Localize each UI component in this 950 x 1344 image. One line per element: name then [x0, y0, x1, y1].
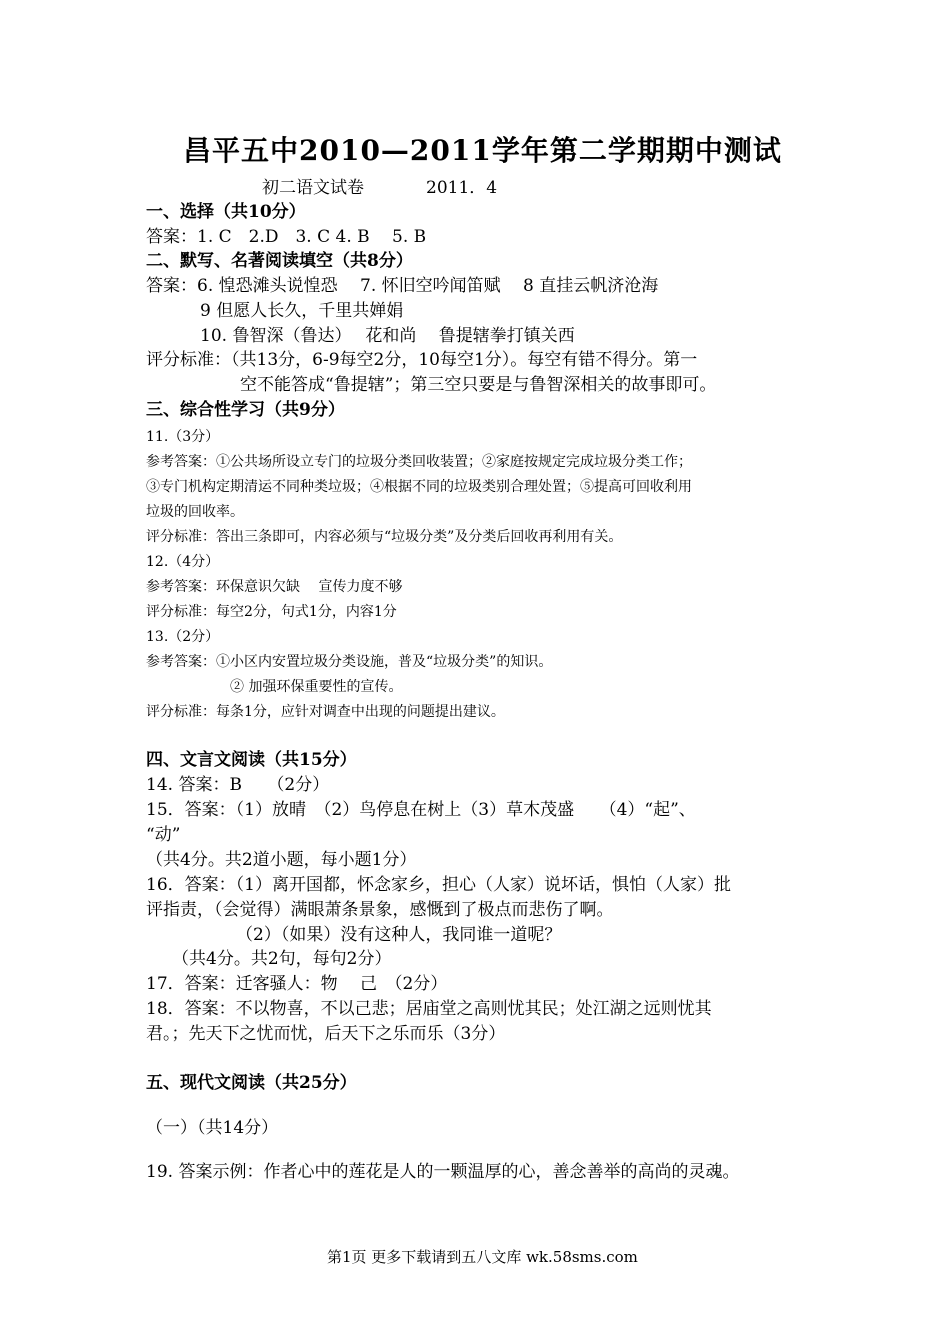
section-2-line-3: 10. 鲁智深（鲁达） 花和尚 鲁提辖拳打镇关西 [200, 326, 575, 346]
paper-subtitle: 初二语文试卷 [262, 178, 364, 198]
question-16-line-3: （2）（如果）没有这种人，我同谁一道呢？ [236, 925, 562, 945]
section-5-part-1: （一）（共14分） [146, 1118, 279, 1138]
scoring-13: 评分标准：每条1分，应针对调查中出现的问题提出建议。 [146, 704, 505, 720]
section-2-heading: 二、默写、名著阅读填空（共8分） [146, 251, 413, 271]
answer-11-line-2: ③专门机构定期清运不同种类垃圾；④根据不同的垃圾类别合理处置；⑤提高可回收利用 [146, 479, 692, 495]
scoring-12: 评分标准：每空2分，句式1分，内容1分 [146, 604, 397, 620]
question-14: 14. 答案：B （2分） [146, 775, 330, 795]
question-13: 13.（2分） [146, 629, 220, 645]
scoring-11: 评分标准：答出三条即可，内容必须与“垃圾分类”及分类后回收再利用有关。 [146, 529, 623, 545]
answer-11-line-1: 参考答案：①公共场所设立专门的垃圾分类回收装置；②家庭按规定完成垃圾分类工作； [146, 454, 692, 470]
answer-13-line-2: ② 加强环保重要性的宣传。 [230, 679, 403, 695]
section-3-heading: 三、综合性学习（共9分） [146, 400, 345, 420]
question-15-line-1: 15．答案：（1）放晴 （2）鸟停息在树上（3）草木茂盛 （4）“起”、 [146, 800, 696, 820]
section-2-line-2: 9 但愿人长久，千里共婵娟 [200, 301, 404, 321]
question-11: 11.（3分） [146, 429, 220, 445]
answer-11-line-3: 垃圾的回收率。 [146, 504, 244, 520]
question-16-line-1: 16．答案：（1）离开国都，怀念家乡，担心（人家）说坏话，惧怕（人家）批 [146, 875, 731, 895]
section-4-heading: 四、文言文阅读（共15分） [146, 750, 357, 770]
section-2-line-1: 答案：6. 惶恐滩头说惶恐 7. 怀旧空吟闻笛赋 8 直挂云帆济沧海 [146, 276, 659, 296]
question-15-line-3: （共4分。共2道小题，每小题1分） [146, 850, 417, 870]
question-12: 12.（4分） [146, 554, 220, 570]
section-5-heading: 五、现代文阅读（共25分） [146, 1073, 357, 1093]
section-2-scoring-1: 评分标准：（共13分，6-9每空2分，10每空1分）。每空有错不得分。第一 [146, 350, 698, 370]
section-1-heading: 一、选择（共10分） [146, 202, 306, 222]
question-18-line-2: 君。；先天下之忧而忧，后天下之乐而乐（3分） [146, 1024, 506, 1044]
question-17: 17．答案：迁客骚人：物 己 （2分） [146, 974, 448, 994]
paper-date: 2011．4 [426, 178, 498, 198]
question-18-line-1: 18．答案：不以物喜，不以己悲；居庙堂之高则忧其民；处江湖之远则忧其 [146, 999, 712, 1019]
answer-13-line-1: 参考答案：①小区内安置垃圾分类设施，普及“垃圾分类”的知识。 [146, 654, 553, 670]
document-title: 昌平五中2010—2011学年第二学期期中测试 [183, 134, 782, 167]
question-19: 19. 答案示例：作者心中的莲花是人的一颗温厚的心，善念善举的高尚的灵魂。 [146, 1162, 740, 1182]
question-15-line-2: “动” [146, 825, 181, 845]
section-1-answer: 答案：1. C 2.D 3. C 4. B 5. B [146, 227, 427, 247]
page-footer: 第1页 更多下载请到五八文库 wk.58sms.com [327, 1248, 638, 1266]
answer-12: 参考答案：环保意识欠缺 宣传力度不够 [146, 579, 403, 595]
question-16-line-4: （共4分。共2句，每句2分） [172, 949, 392, 969]
section-2-scoring-2: 空不能答成“鲁提辖”；第三空只要是与鲁智深相关的故事即可。 [240, 375, 717, 395]
question-16-line-2: 评指责，（会觉得）满眼萧条景象，感慨到了极点而悲伤了啊。 [146, 900, 614, 920]
